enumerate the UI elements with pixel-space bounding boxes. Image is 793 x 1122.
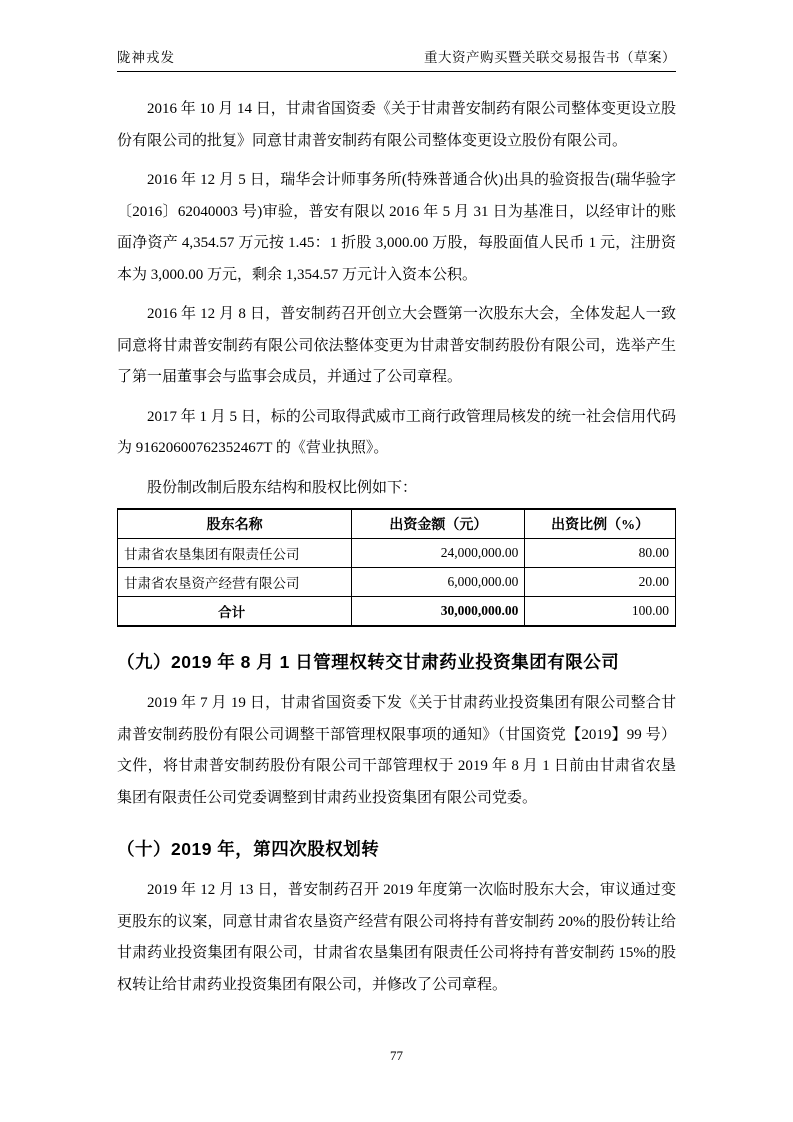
shareholder-table-wrapper: [117, 508, 676, 627]
table-row: [118, 539, 676, 568]
paragraph-section-9: 2019 年 7 月 19 日，甘肃省国资委下发《关于甘肃药业投资集团有限公司整合甘肃普安制药股份有限公司调整干部管理权限事项的通知》（甘国资党【2019】99 号）文件，将甘肃普安制药股份有限公司干部管理权于 2019 年 8 月 1 日前由甘肃省农垦集团有限责任公司党委调整到甘肃药业投资集团有限公司党委。: [117, 695, 676, 806]
table-intro-text: 股份制改制后股东结构和股权比例如下：: [147, 479, 418, 496]
table-header-shareholder-name: 股东名称: [118, 509, 352, 539]
document-body: [117, 72, 676, 1001]
table-cell-ratio: 80.00: [525, 539, 676, 568]
table-cell-total-amount: 30,000,000.00: [352, 597, 525, 627]
table-cell-shareholder-name: 甘肃省农垦集团有限责任公司: [118, 539, 352, 568]
table-total-row: [118, 597, 676, 627]
page-number: 77: [390, 1048, 403, 1063]
table-header-contribution-amount: 出资金额（元）: [352, 509, 525, 539]
table-header-contribution-ratio: 出资比例（%）: [525, 509, 676, 539]
header-company-name: 陇神戎发: [117, 50, 175, 65]
table-cell-total-label: 合计: [118, 597, 352, 627]
paragraph-2016-10-14: 2016 年 10 月 14 日，甘肃省国资委《关于甘肃普安制药有限公司整体变更设立股份有限公司的批复》同意甘肃普安制药有限公司整体变更设立股份有限公司。: [117, 101, 676, 149]
page-footer: [0, 1048, 793, 1064]
table-cell-shareholder-name: 甘肃省农垦资产经营有限公司: [118, 568, 352, 597]
paragraph-2017-01-05: 2017 年 1 月 5 日，标的公司取得武威市工商行政管理局核发的统一社会信用代码为 91620600762352467T 的《营业执照》。: [117, 408, 676, 456]
header-document-title: 重大资产购买暨关联交易报告书（草案）: [424, 50, 676, 65]
table-cell-ratio: 20.00: [525, 568, 676, 597]
page-header: [117, 46, 676, 72]
table-header-row: [118, 509, 676, 539]
section-heading-10: （十）2019 年，第四次股权划转: [117, 839, 380, 859]
shareholder-structure-table: [117, 508, 676, 627]
paragraph-2016-12-05: 2016 年 12 月 5 日，瑞华会计师事务所(特殊普通合伙)出具的验资报告(瑞华验字〔2016〕62040003 号)审验，普安有限以 2016 年 5 月 31 日为基准日，以经审计的账面净资产 4,354.57 万元按 1.45：1 折股 3,000.00 万股，每股面值人民币 1 元，注册资本为 3,000.00 万元，剩余 1,354.57 万元计入资本公积。: [117, 172, 676, 283]
table-row: [118, 568, 676, 597]
paragraph-section-10: 2019 年 12 月 13 日，普安制药召开 2019 年度第一次临时股东大会，审议通过变更股东的议案，同意甘肃省农垦资产经营有限公司将持有普安制药 20%的股份转让给甘肃药业投资集团有限公司，甘肃省农垦集团有限责任公司将持有普安制药 15%的股权转让给甘肃药业投资集团有限公司，并修改了公司章程。: [117, 882, 676, 993]
section-heading-9: （九）2019 年 8 月 1 日管理权转交甘肃药业投资集团有限公司: [117, 652, 620, 672]
table-cell-total-ratio: 100.00: [525, 597, 676, 627]
table-cell-amount: 6,000,000.00: [352, 568, 525, 597]
table-cell-amount: 24,000,000.00: [352, 539, 525, 568]
paragraph-2016-12-08: 2016 年 12 月 8 日，普安制药召开创立大会暨第一次股东大会，全体发起人一致同意将甘肃普安制药有限公司依法整体变更为甘肃普安制药股份有限公司，选举产生了第一届董事会与监事会成员，并通过了公司章程。: [117, 306, 676, 385]
